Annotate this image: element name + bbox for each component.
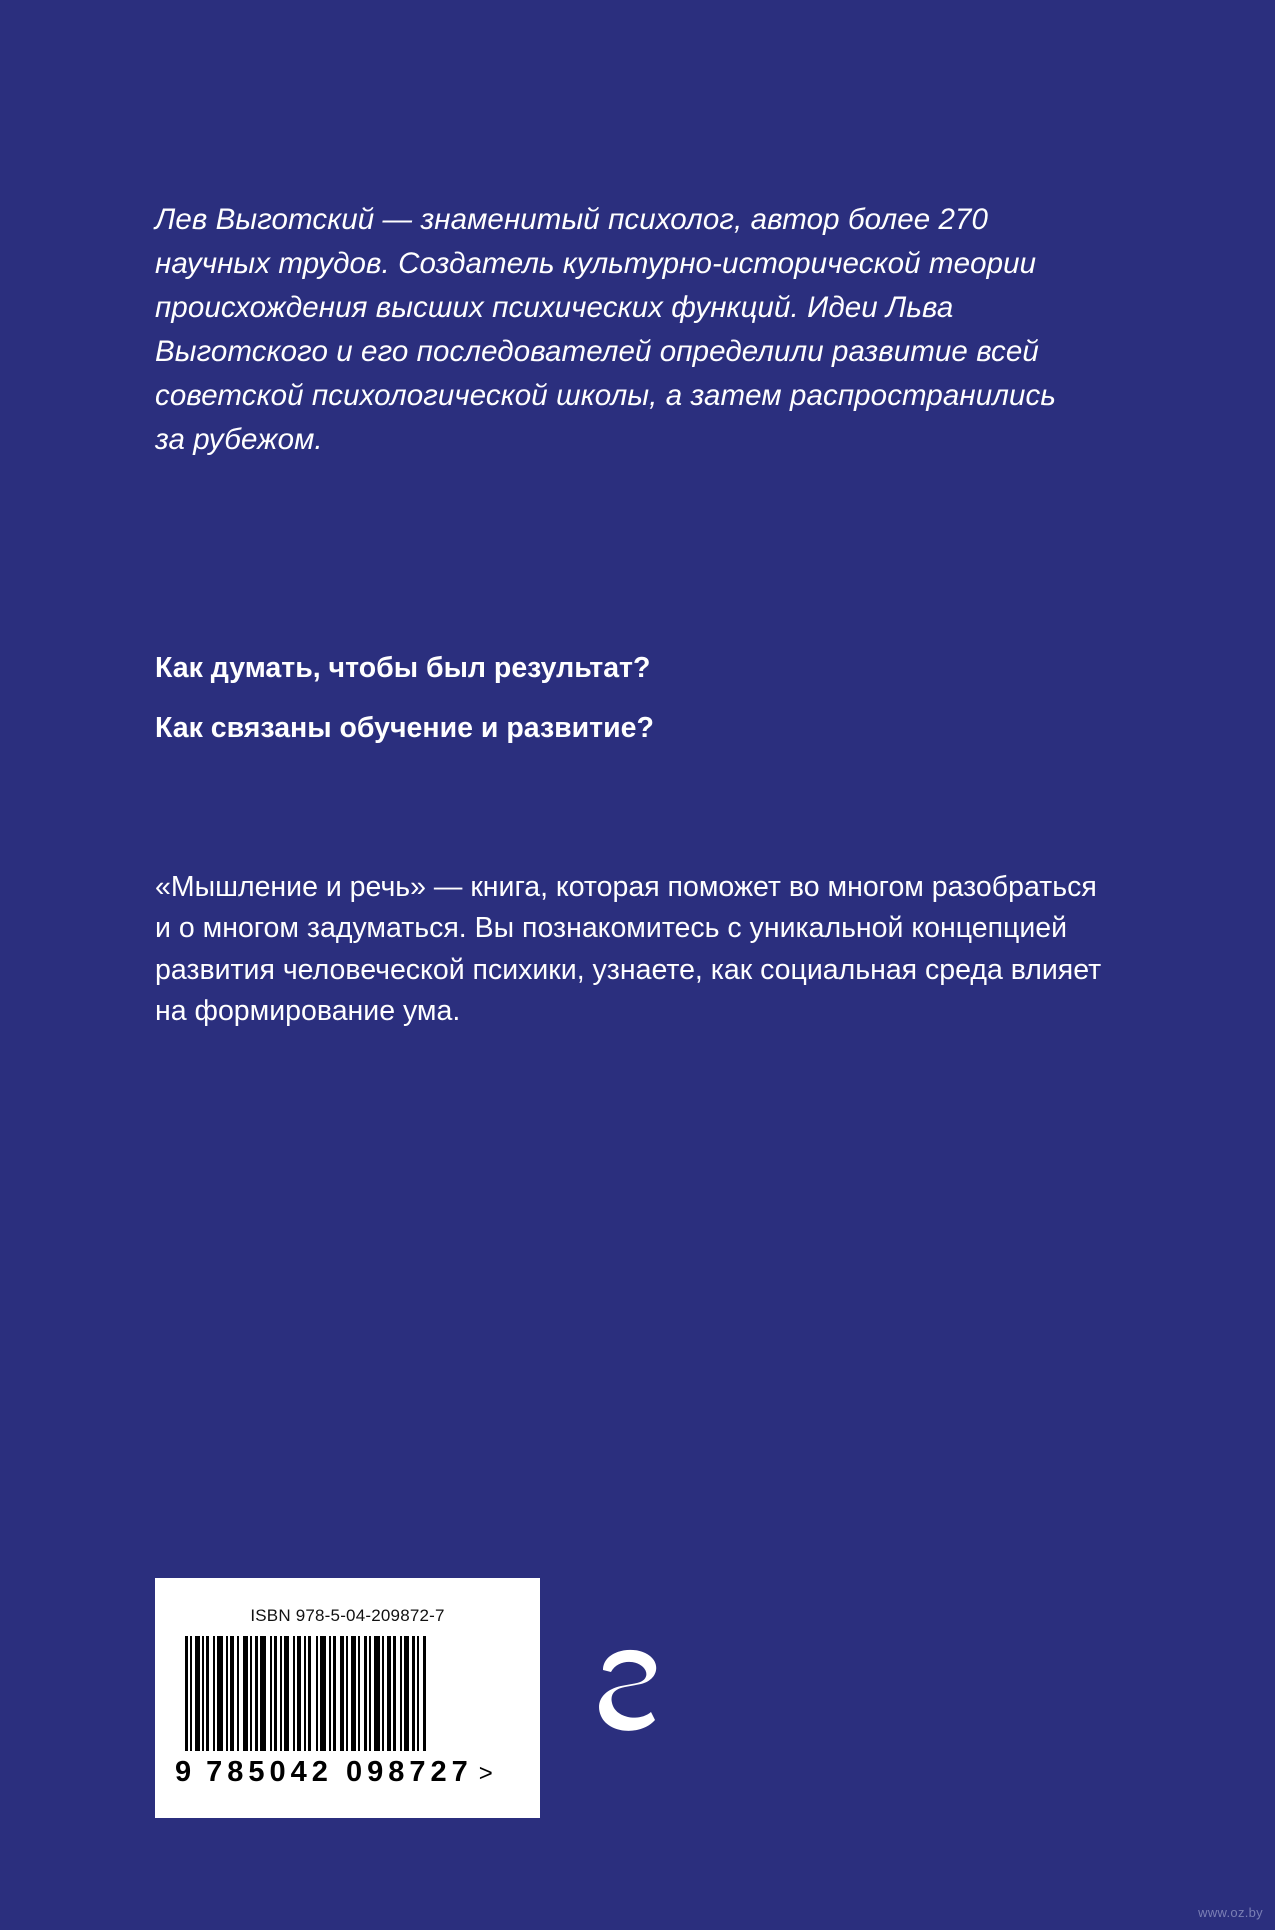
barcode-digit-tail: > <box>478 1760 498 1787</box>
barcode-digit-main: 785042 098727 <box>206 1756 473 1788</box>
isbn-label: ISBN 978-5-04-209872-7 <box>250 1606 445 1625</box>
site-watermark: www.oz.by <box>1198 1905 1263 1920</box>
question-line-2: Как связаны обучение и развитие? <box>155 712 654 744</box>
eksmo-logo-icon <box>595 1640 665 1745</box>
question-line-1: Как думать, чтобы был результат? <box>155 652 651 684</box>
book-description: «Мышление и речь» — книга, которая поможет во многом разобраться и о многом задуматься. Вы познакомитесь с уникальной концепцией развития человеческой психики, узнаете, как социальная среда влияет на формирование ума. <box>155 870 1102 1027</box>
barcode-bars <box>185 1636 510 1751</box>
author-blurb: Лев Выготский — знаменитый психолог, автор более 270 научных трудов. Создатель культурно-исторической теории происхождения высших психических функций. Идеи Льва Выготского и его последователей определили развитие всей советской психологической школы, а затем распространились за рубежом. <box>155 202 1056 456</box>
barcode-digit-lead: 9 <box>175 1756 197 1788</box>
barcode-block <box>155 1578 540 1818</box>
barcode-digits <box>175 1756 520 1789</box>
questions-block <box>155 638 1085 758</box>
